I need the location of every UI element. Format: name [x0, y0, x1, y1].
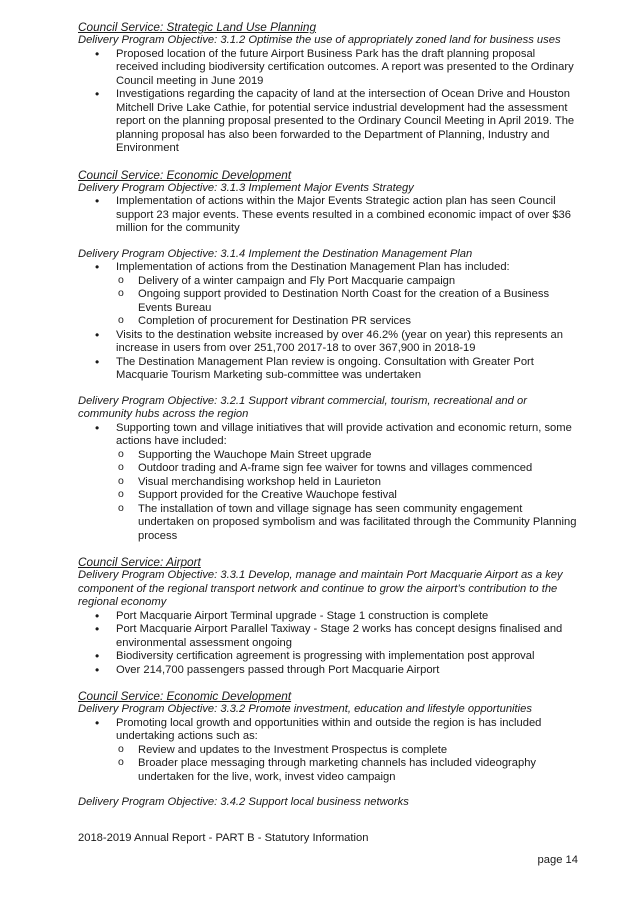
bullet-list — [78, 717, 578, 785]
sub-list-item: o Ongoing support provided to Destination North Coast for the creation of a Business Events Bureau — [116, 288, 578, 315]
service-heading: Council Service: Airport — [78, 555, 201, 569]
sub-list — [116, 744, 578, 785]
program-objective: Delivery Program Objective: 3.3.2 Promote investment, education and lifestyle opportunities — [78, 703, 532, 715]
program-objective: Delivery Program Objective: 3.4.2 Support local business networks — [78, 796, 409, 808]
list-item-text: Implementation of actions from the Destination Management Plan has included: — [116, 261, 510, 273]
list-item: • Over 214,700 passengers passed through Port Macquarie Airport — [78, 664, 578, 678]
sub-list-item: o Completion of procurement for Destination PR services — [116, 315, 578, 329]
bullet-list — [78, 610, 578, 678]
program-objective: Delivery Program Objective: 3.3.1 Develop, manage and maintain Port Macquarie Airport as a key component of the regional transport network and continue to grow the airport’s contribution to the regional economy — [78, 569, 563, 608]
sub-list-item: o Supporting the Wauchope Main Street upgrade — [116, 449, 578, 463]
list-item-text: Promoting local growth and opportunities within and outside the region is has included undertaking actions such as: — [116, 716, 542, 742]
program-objective: Delivery Program Objective: 3.1.2 Optimise the use of appropriately zoned land for business uses — [78, 34, 561, 46]
page-number: page 14 — [537, 854, 578, 866]
list-item: • Implementation of actions within the Major Events Strategic action plan has seen Council support 23 major events. These events resulted in a combined economic impact of over $36 million for the community — [78, 195, 578, 236]
sub-list-item: o Delivery of a winter campaign and Fly Port Macquarie campaign — [116, 275, 578, 289]
program-objective: Delivery Program Objective: 3.1.4 Implement the Destination Management Plan — [78, 247, 473, 260]
list-item: • Proposed location of the future Airport Business Park has the draft planning proposal received including biodiversity certification outcomes. A report was presented to the Ordinary Council meeting in June 2019 — [78, 48, 578, 89]
list-item: • Biodiversity certification agreement is progressing with implementation post approval — [78, 650, 578, 664]
sub-list-item: o Visual merchandising workshop held in Laurieton — [116, 476, 578, 490]
service-heading: Council Service: Economic Development — [78, 167, 292, 182]
sub-list-item: o Review and updates to the Investment Prospectus is complete — [116, 744, 578, 758]
footer-report-title: 2018-2019 Annual Report - PART B - Statutory Information — [78, 832, 369, 844]
sub-list — [116, 449, 578, 544]
list-item: • Investigations regarding the capacity of land at the intersection of Ocean Drive and Houston Mitchell Drive Lake Cathie, for potential service industrial development had the assessment report on the planning proposal presented to the Ordinary Council Meeting in April 2019. The planning proposal has also been forwarded to the Department of Planning, Industry and Environment — [78, 88, 578, 156]
program-objective: Delivery Program Objective: 3.2.1 Support vibrant commercial, tourism, recreational and or community hubs across the region — [78, 394, 527, 420]
sub-list-item: o Outdoor trading and A-frame sign fee waiver for towns and villages commenced — [116, 462, 578, 476]
list-item-text: Supporting town and village initiatives that will provide activation and economic return, some actions have included: — [116, 421, 572, 447]
bullet-list — [78, 195, 578, 236]
list-item — [78, 717, 578, 785]
list-item: • Port Macquarie Airport Terminal upgrade - Stage 1 construction is complete — [78, 610, 578, 624]
bullet-list — [78, 48, 578, 156]
list-item: • Port Macquarie Airport Parallel Taxiway - Stage 2 works has concept designs finalised and environmental assessment ongoing — [78, 623, 578, 650]
list-item: • The Destination Management Plan review is ongoing. Consultation with Greater Port Macquarie Tourism Marketing sub-committee was undertaken — [78, 356, 578, 383]
sub-list — [116, 275, 578, 329]
document-body — [78, 20, 578, 810]
list-item: • Visits to the destination website increased by over 46.2% (year on year) this represents an increase in users from over 251,700 2017-18 to over 367,900 in 2018-19 — [78, 329, 578, 356]
sub-list-item: o Broader place messaging through marketing channels has included videography undertaken for the live, work, invest video campaign — [116, 757, 578, 784]
list-item — [78, 261, 578, 329]
sub-list-item: o Support provided for the Creative Wauchope festival — [116, 489, 578, 503]
service-heading: Council Service: Economic Development — [78, 689, 292, 703]
program-objective: Delivery Program Objective: 3.1.3 Implement Major Events Strategy — [78, 181, 414, 194]
sub-list-item: o The installation of town and village signage has seen community engagement undertaken on proposed symbolism and was facilitated through the Community Planning process — [116, 503, 578, 544]
list-item — [78, 422, 578, 544]
service-heading: Council Service: Strategic Land Use Planning — [78, 20, 317, 34]
bullet-list — [78, 261, 578, 383]
bullet-list — [78, 422, 578, 544]
